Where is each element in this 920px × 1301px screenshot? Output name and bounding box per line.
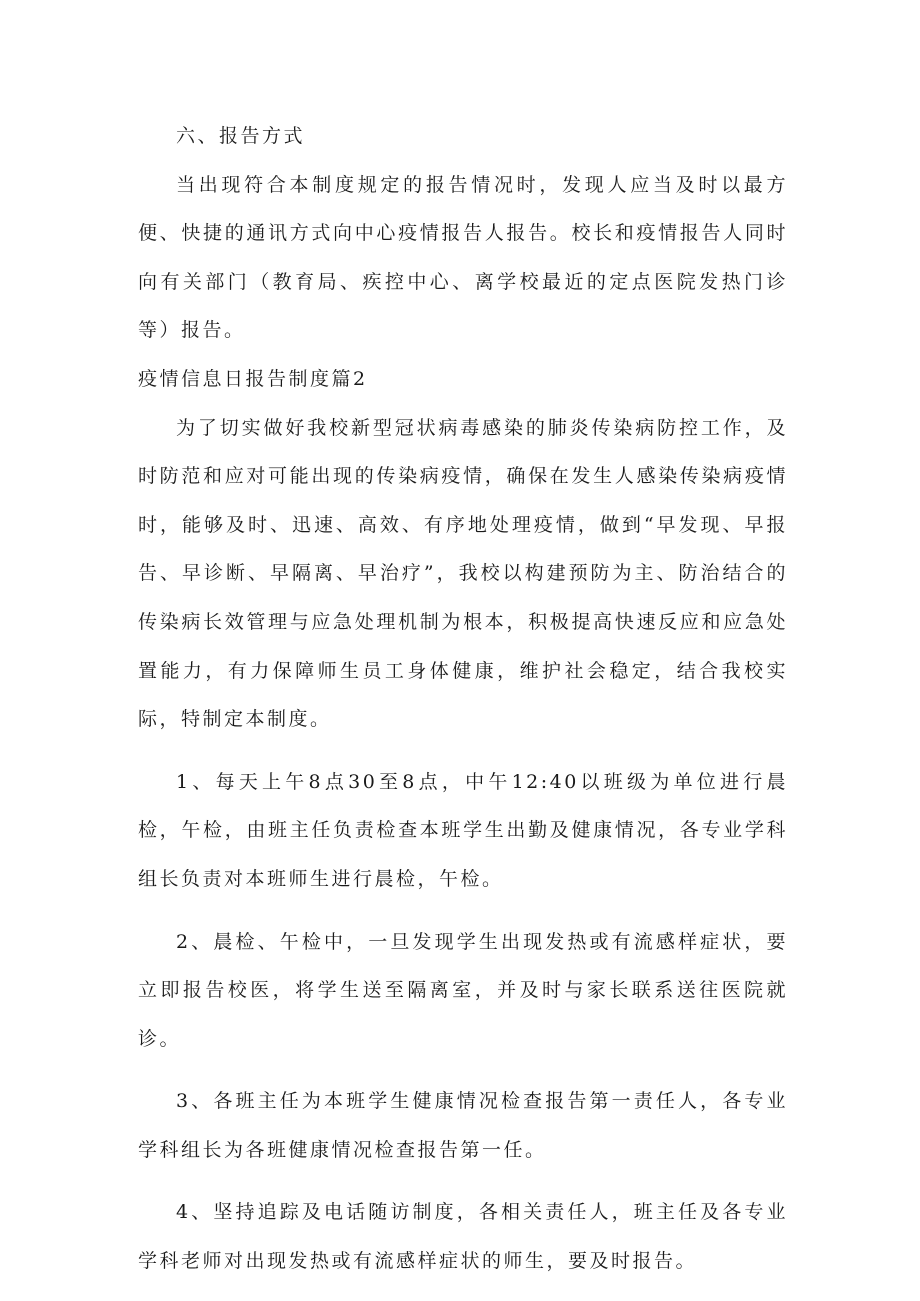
article-title: 疫情信息日报告制度篇2 (138, 367, 368, 390)
section-heading: 六、报告方式 (176, 125, 306, 147)
list-item-3: 3、各班主任为本班学生健康情况检查报告第一责任人，各专业学科组长为各班健康情况检查报告第一任。 (138, 1090, 788, 1161)
intro-paragraph: 为了切实做好我校新型冠状病毒感染的肺炎传染病防控工作，及时防范和应对可能出现的传染病疫情，确保在发生人感染传染病疫情时，能够及时、迅速、高效、有序地处理疫情，做到“早发现、早报告、早诊断、早隔离、早治疗”，我校以构建预防为主、防治结合的传染病长效管理与应急处理机制为根本，积极提高快速反应和应急处置能力，有力保障师生员工身体健康，维护社会稳定，结合我校实际，特制定本制度。 (138, 416, 788, 731)
list-item-2: 2、晨检、午检中，一旦发现学生出现发热或有流感样症状，要立即报告校医，将学生送至隔离室，并及时与家长联系送往医院就诊。 (138, 930, 788, 1050)
list-item-4: 4、坚持追踪及电话随访制度，各相关责任人，班主任及各专业学科老师对出现发热或有流感样症状的师生，要及时报告。 (138, 1201, 788, 1273)
document-page (138, 112, 788, 1286)
section-body-paragraph: 当出现符合本制度规定的报告情况时，发现人应当及时以最方便、快捷的通讯方式向中心疫情报告人报告。校长和疫情报告人同时向有关部门（教育局、疾控中心、离学校最近的定点医院发热门诊等）报告。 (138, 173, 788, 342)
list-item-1: 1、每天上午8点30至8点，中午12:40以班级为单位进行晨检，午检，由班主任负责检查本班学生出勤及健康情况，各专业学科组长负责对本班师生进行晨检，午检。 (138, 770, 788, 890)
